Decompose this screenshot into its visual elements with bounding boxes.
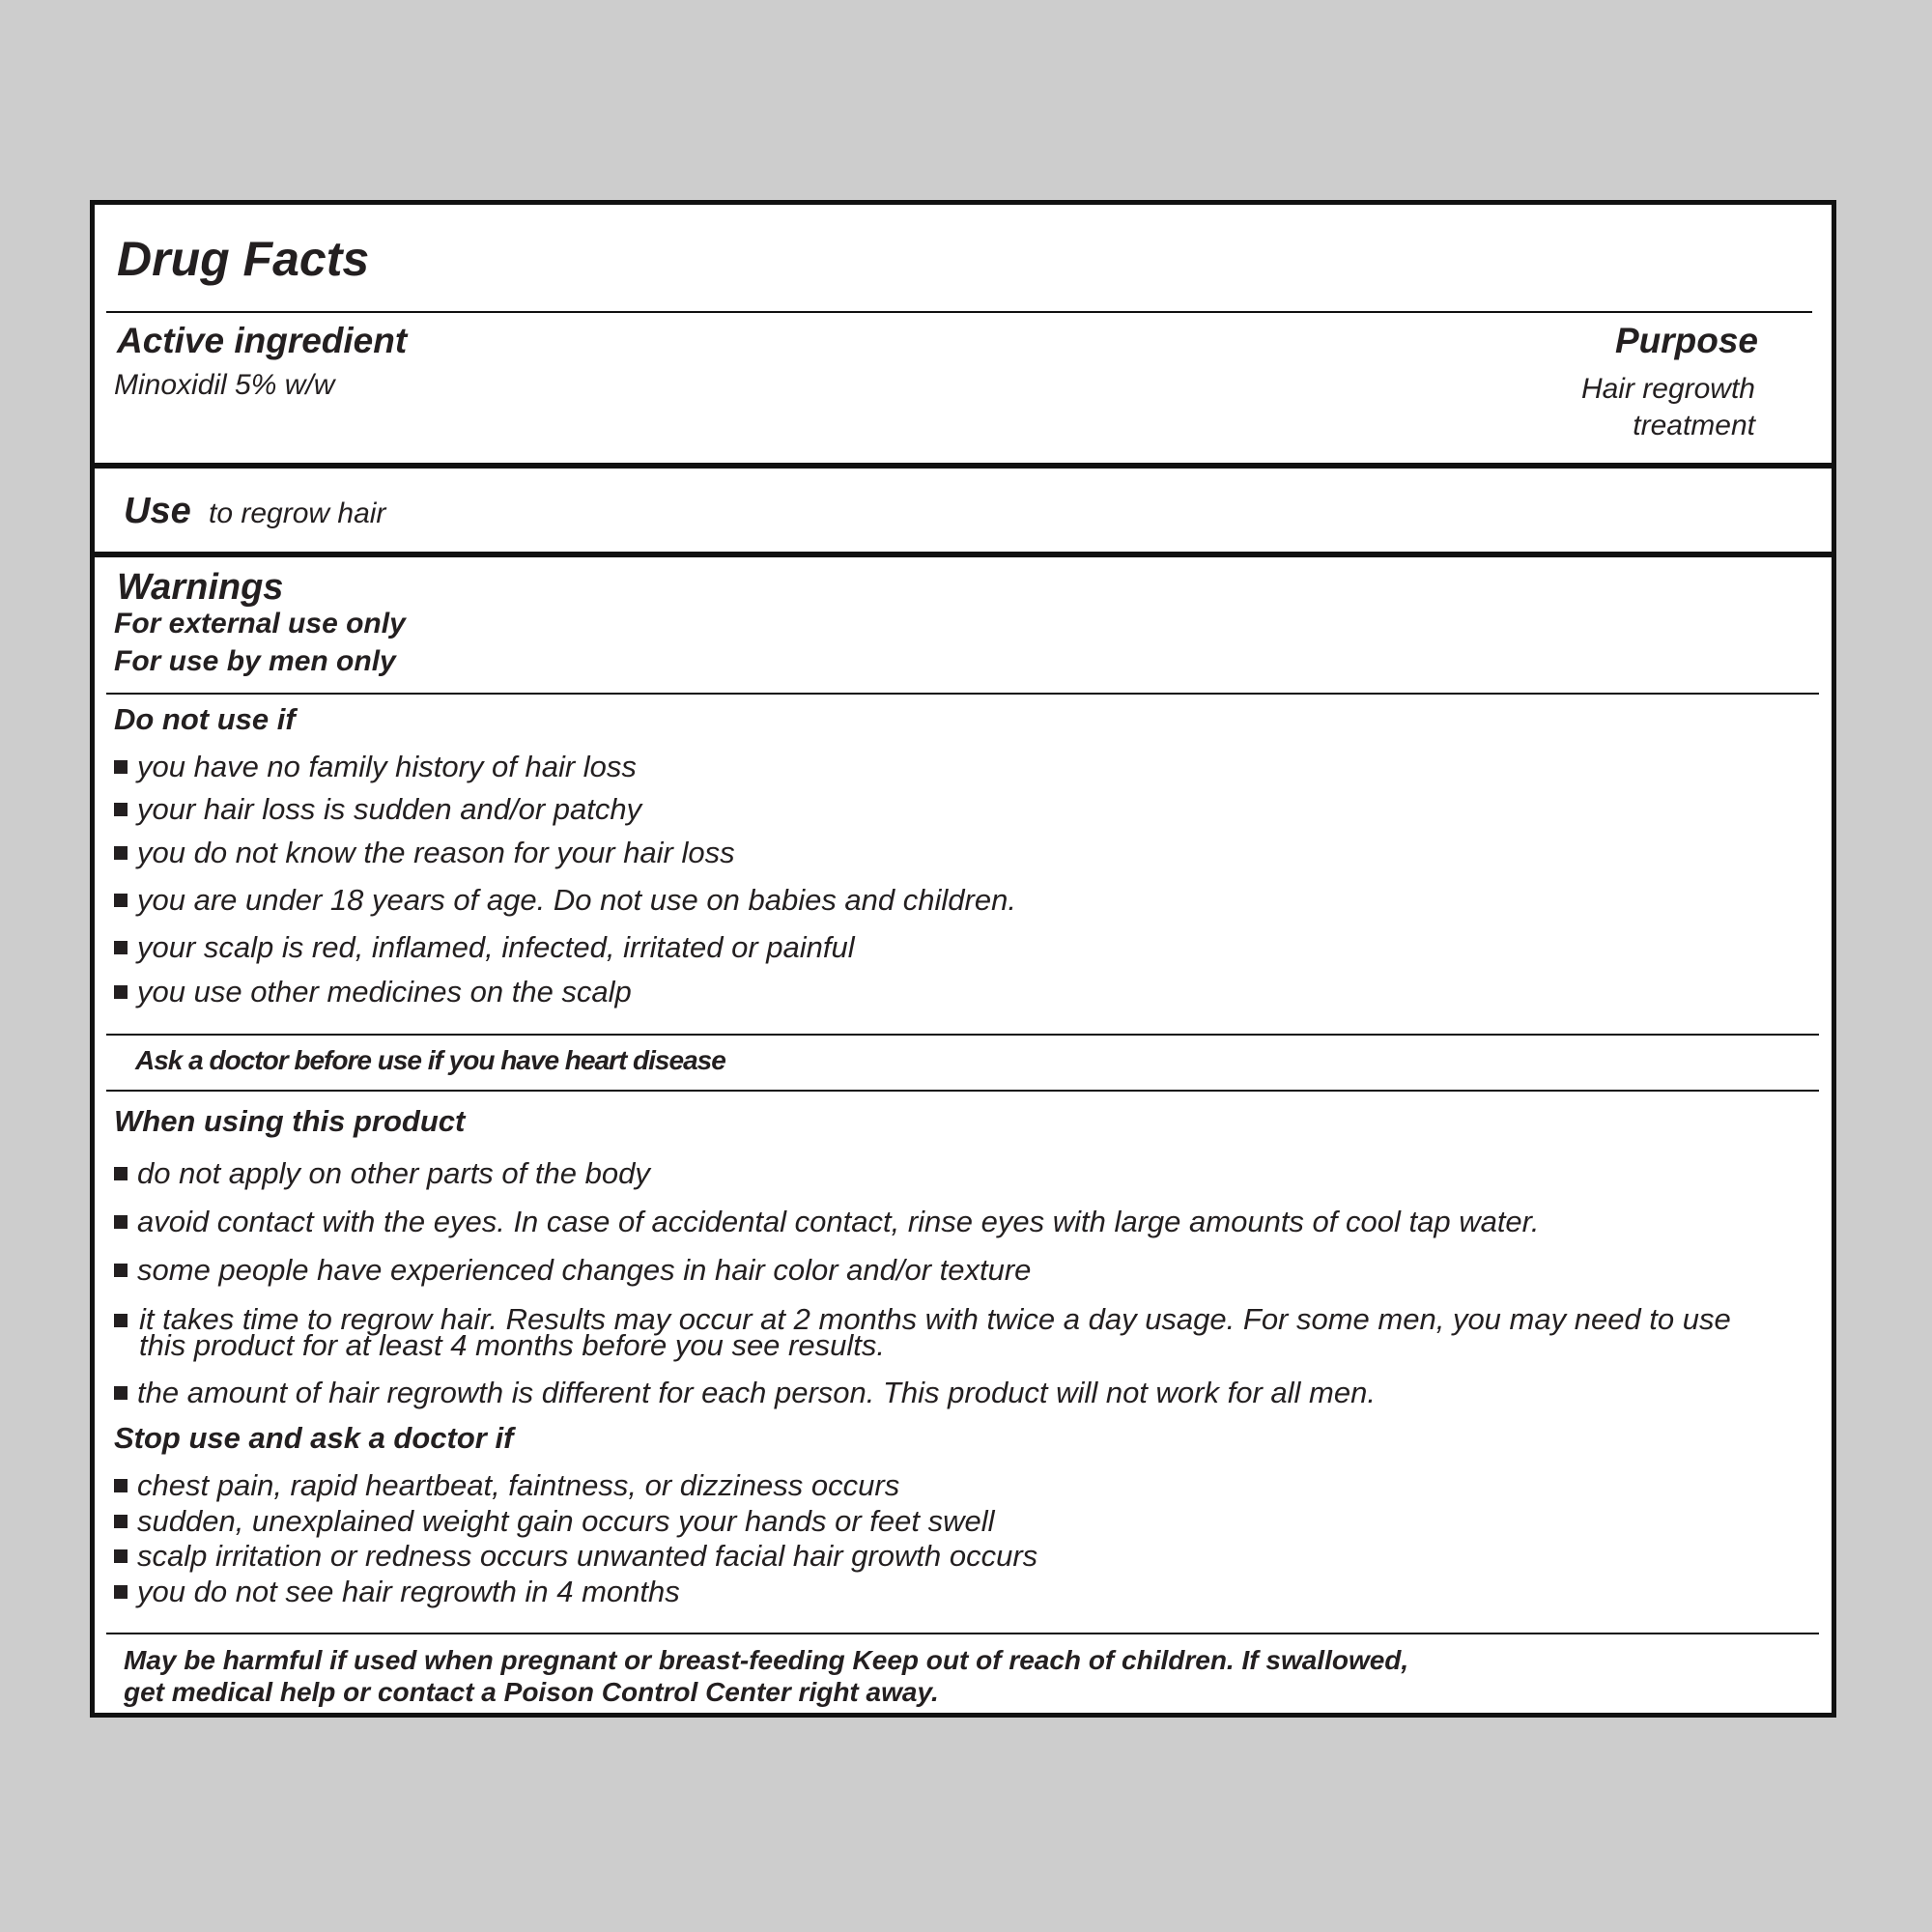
warnings-heading: Warnings (117, 567, 284, 608)
page-title: Drug Facts (117, 232, 370, 286)
list-item: you use other medicines on the scalp (114, 975, 632, 1009)
bullet-square-icon (114, 941, 128, 954)
section-divider-thick (95, 552, 1832, 557)
section-divider-thick (95, 463, 1832, 469)
ask-doctor-heart-disease: Ask a doctor before use if you have heart disease (135, 1045, 725, 1075)
list-item: you are under 18 years of age. Do not use on babies and children. (114, 883, 1016, 918)
list-item: some people have experienced changes in hair color and/or texture (114, 1253, 1031, 1288)
stop-use-heading: Stop use and ask a doctor if (114, 1421, 514, 1455)
list-item: avoid contact with the eyes. In case of accidental contact, rinse eyes with large amounts of cool tap water. (114, 1205, 1539, 1239)
warnings-external-use: For external use only (114, 608, 406, 639)
bullet-square-icon (114, 985, 128, 999)
purpose-line-2: treatment (1633, 410, 1755, 441)
list-item: chest pain, rapid heartbeat, faintness, or dizziness occurs (114, 1468, 899, 1503)
active-ingredient-heading: Active ingredient (117, 321, 408, 360)
list-item: you do not know the reason for your hair loss (114, 836, 735, 870)
list-item: it takes time to regrow hair. Results may occur at 2 months with twice a day usage. For some men, you may need to use this product for at least 4 months before you see results. (114, 1306, 1756, 1358)
list-item: you have no family history of hair loss (114, 750, 637, 784)
drug-facts-label (90, 200, 1836, 1718)
list-item: do not apply on other parts of the body (114, 1156, 650, 1191)
list-item: scalp irritation or redness occurs unwanted facial hair growth occurs (114, 1539, 1037, 1574)
list-item: your scalp is red, inflamed, infected, irritated or painful (114, 930, 855, 965)
divider (106, 1034, 1819, 1036)
bullet-square-icon (114, 1314, 128, 1327)
purpose-value (1504, 371, 1755, 444)
divider (106, 1633, 1819, 1634)
purpose-heading: Purpose (1614, 321, 1758, 360)
list-item: you do not see hair regrowth in 4 months (114, 1575, 680, 1609)
list-item: sudden, unexplained weight gain occurs your hands or feet swell (114, 1504, 995, 1539)
bullet-square-icon (114, 894, 128, 907)
list-item: your hair loss is sudden and/or patchy (114, 792, 641, 827)
use-text: to regrow hair (209, 497, 386, 529)
bullet-square-icon (114, 1549, 128, 1563)
bullet-square-icon (114, 1167, 128, 1180)
use-heading: Use (124, 491, 191, 531)
bullet-square-icon (114, 760, 128, 774)
pregnancy-children-warning: May be harmful if used when pregnant or breast-feeding Keep out of reach of children. If swallowed, get medical help or contact a Poison Control Center right away. (124, 1645, 1409, 1707)
bullet-square-icon (114, 1479, 128, 1492)
divider (106, 693, 1819, 695)
divider (106, 1090, 1819, 1092)
list-item: the amount of hair regrowth is different for each person. This product will not work for all men. (114, 1376, 1376, 1410)
active-ingredient-value: Minoxidil 5% w/w (114, 369, 335, 401)
bullet-square-icon (114, 1386, 128, 1400)
divider (106, 311, 1812, 313)
bullet-square-icon (114, 1215, 128, 1229)
when-using-heading: When using this product (114, 1104, 466, 1138)
bullet-square-icon (114, 846, 128, 860)
warnings-men-only: For use by men only (114, 645, 396, 677)
bullet-square-icon (114, 803, 128, 816)
purpose-line-1: Hair regrowth (1580, 373, 1755, 405)
bullet-square-icon (114, 1515, 128, 1528)
bullet-square-icon (114, 1264, 128, 1277)
do-not-use-heading: Do not use if (114, 702, 296, 736)
bullet-square-icon (114, 1585, 128, 1599)
